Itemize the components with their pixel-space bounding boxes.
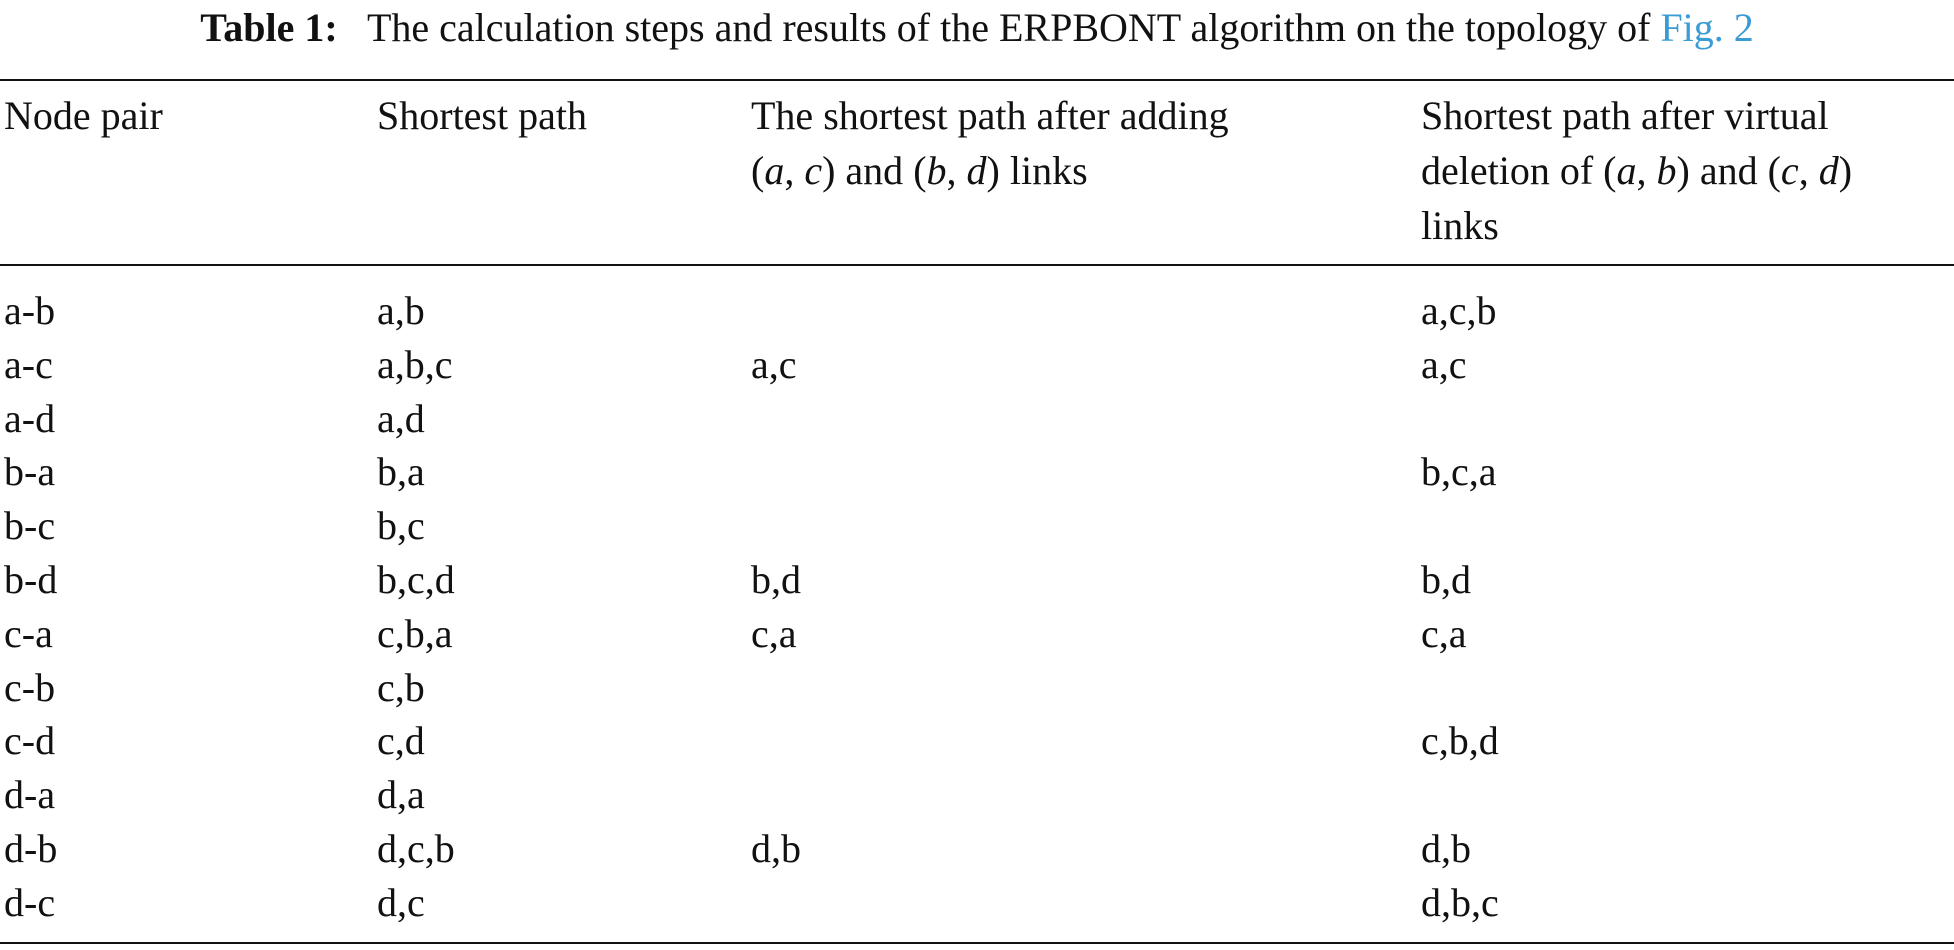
math-var: c bbox=[1780, 148, 1799, 193]
cell-after-deletion: d,b bbox=[1421, 825, 1471, 871]
cell-shortest-path: c,b bbox=[377, 664, 425, 710]
cell-shortest-path: b,c,d bbox=[377, 556, 455, 602]
header-node-pair: Node pair bbox=[4, 93, 163, 138]
comma: , bbox=[1636, 148, 1657, 193]
cell-node-pair: c-d bbox=[4, 718, 56, 764]
cell-node-pair: b-c bbox=[4, 503, 56, 549]
math-var: c bbox=[804, 148, 823, 193]
table-row bbox=[0, 284, 1954, 338]
table-header-rule bbox=[0, 264, 1954, 266]
cell-after-deletion: a,c,b bbox=[1421, 288, 1497, 333]
comma: , bbox=[784, 148, 805, 193]
table-row bbox=[0, 499, 1954, 553]
table-row bbox=[0, 445, 1954, 499]
paren: ) bbox=[1838, 148, 1853, 193]
header-after-deletion-line1: Shortest path after virtual bbox=[1421, 93, 1829, 138]
cell-shortest-path: d,c,b bbox=[377, 825, 455, 871]
cell-node-pair: d-b bbox=[4, 825, 58, 871]
table-caption bbox=[0, 0, 1954, 56]
header-after-deletion bbox=[1421, 88, 1951, 253]
table-row bbox=[0, 607, 1954, 661]
math-var: b bbox=[1656, 148, 1677, 193]
cell-after-deletion: c,b,d bbox=[1421, 718, 1499, 764]
comma: , bbox=[1798, 148, 1819, 193]
deletion-prefix: deletion of bbox=[1421, 148, 1604, 193]
math-var: a bbox=[764, 148, 785, 193]
cell-shortest-path: d,a bbox=[377, 772, 425, 818]
cell-node-pair: a-c bbox=[4, 341, 53, 387]
header-shortest-path: Shortest path bbox=[377, 93, 587, 138]
links-text: links bbox=[1421, 203, 1499, 248]
comma: , bbox=[946, 148, 967, 193]
cell-after-deletion: b,c,a bbox=[1421, 449, 1497, 495]
table-row bbox=[0, 338, 1954, 392]
cell-node-pair: a-d bbox=[4, 395, 56, 441]
table-row bbox=[0, 822, 1954, 876]
table-row bbox=[0, 392, 1954, 446]
cell-shortest-path: a,b,c bbox=[377, 341, 453, 387]
table-row bbox=[0, 876, 1954, 930]
cell-node-pair: b-d bbox=[4, 556, 58, 602]
cell-after-deletion: a,c bbox=[1421, 341, 1467, 387]
math-var: d bbox=[966, 148, 987, 193]
table-body bbox=[0, 284, 1954, 930]
cell-shortest-path: d,c bbox=[377, 879, 425, 925]
table-row bbox=[0, 553, 1954, 607]
paren: ) bbox=[1676, 148, 1690, 193]
cell-after-deletion: c,a bbox=[1421, 610, 1467, 656]
caption-text: The calculation steps and results of the ERPBONT algorithm on the topology of bbox=[366, 5, 1651, 50]
cell-after-adding: a,c bbox=[751, 341, 797, 387]
table-bottom-rule bbox=[0, 942, 1954, 944]
math-var: b bbox=[926, 148, 947, 193]
paren: ( bbox=[1603, 148, 1617, 193]
cell-shortest-path: c,b,a bbox=[377, 610, 453, 656]
paren: ( bbox=[913, 148, 927, 193]
table-row bbox=[0, 714, 1954, 768]
cell-node-pair: b-a bbox=[4, 449, 56, 495]
paren: ) bbox=[986, 148, 1000, 193]
header-after-adding-line1: The shortest path after adding bbox=[751, 93, 1229, 138]
table-row bbox=[0, 768, 1954, 822]
cell-node-pair: d-c bbox=[4, 879, 56, 925]
table-top-rule bbox=[0, 79, 1954, 81]
cell-node-pair: d-a bbox=[4, 772, 56, 818]
cell-after-deletion: b,d bbox=[1421, 556, 1471, 602]
cell-after-adding: b,d bbox=[751, 556, 801, 602]
table-row bbox=[0, 661, 1954, 715]
cell-after-deletion: d,b,c bbox=[1421, 879, 1499, 925]
cell-after-adding: c,a bbox=[751, 610, 797, 656]
links-text: links bbox=[999, 148, 1088, 193]
cell-shortest-path: a,d bbox=[377, 395, 425, 441]
table-label: Table 1: bbox=[200, 5, 338, 50]
cell-node-pair: c-a bbox=[4, 610, 53, 656]
and-text: and bbox=[835, 148, 914, 193]
paren: ) bbox=[822, 148, 836, 193]
cell-shortest-path: a,b bbox=[377, 288, 425, 333]
paren: ( bbox=[751, 148, 765, 193]
cell-shortest-path: b,a bbox=[377, 449, 425, 495]
cell-shortest-path: c,d bbox=[377, 718, 425, 764]
header-after-adding bbox=[751, 88, 1391, 198]
and-text: and bbox=[1689, 148, 1768, 193]
cell-after-adding: d,b bbox=[751, 825, 801, 871]
math-var: a bbox=[1616, 148, 1637, 193]
figure-link[interactable]: Fig. 2 bbox=[1660, 5, 1754, 50]
cell-shortest-path: b,c bbox=[377, 503, 425, 549]
cell-node-pair: a-b bbox=[4, 288, 56, 333]
math-var: d bbox=[1818, 148, 1839, 193]
paren: ( bbox=[1767, 148, 1781, 193]
cell-node-pair: c-b bbox=[4, 664, 56, 710]
